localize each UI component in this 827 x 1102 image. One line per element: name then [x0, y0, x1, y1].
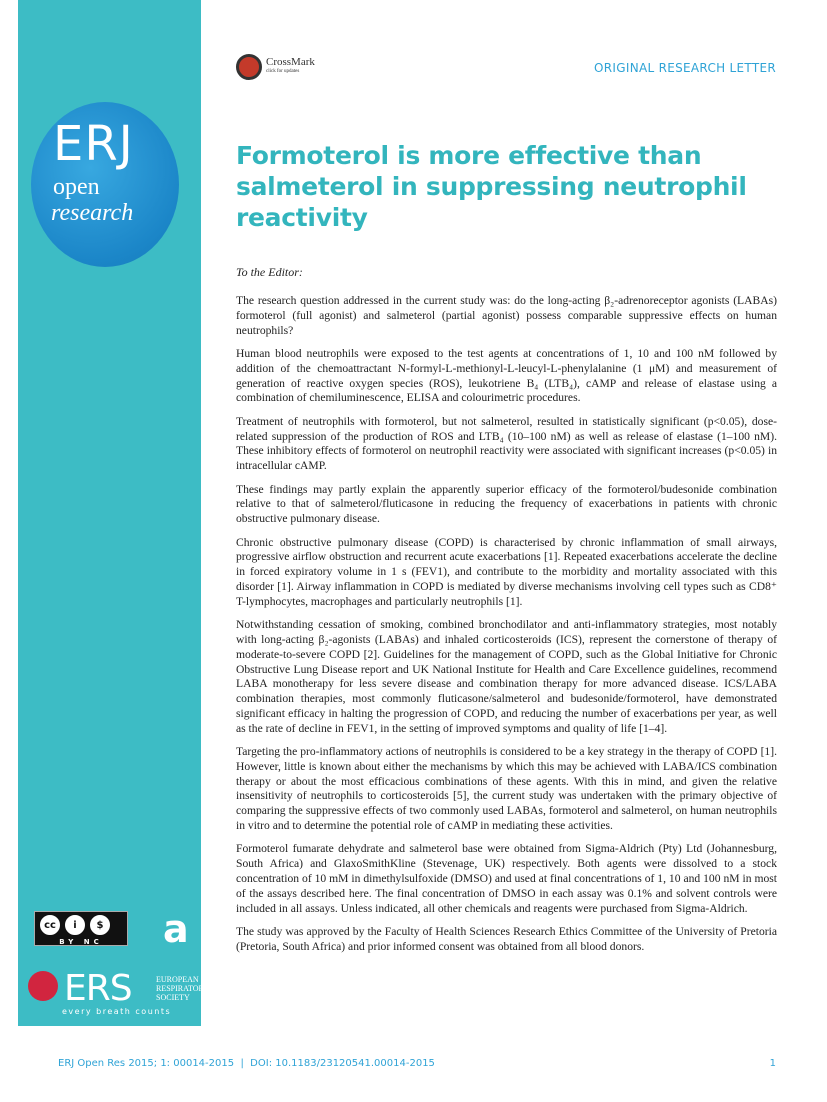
- by-attribution-icon: i: [64, 914, 86, 936]
- journal-sidebar: [18, 0, 210, 1026]
- license-by-label: BY: [59, 938, 78, 946]
- paragraph: Chronic obstructive pulmonary disease (COPD) is characterised by chronic inflammation of small airways, progressive airflow obstruction and recurrent acute exacerbations [1]. Repeated exacerbations accelerate the decline in forced expiratory volume in 1 s (FEV1), and contribute to the morbidity and mortality associated with this disorder [1]. Airway inflammation in COPD is mediated by diverse mechanisms involving cell types such as CD8⁺ T-lymphocytes, macrophages and particularly neutrophils [1].: [236, 535, 777, 608]
- ers-fullname: [156, 975, 209, 1002]
- ers-logo: ERS: [64, 968, 132, 1009]
- article-body: [236, 294, 777, 963]
- article-title: Formoterol is more effective than salmeterol in suppressing neutrophil reactivity: [236, 141, 747, 232]
- paragraph: These findings may partly explain the apparently superior efficacy of the formoterol/budesonide combination relative to that of salmeterol/fluticasone in reducing the frequency of exacerbations in patients with chronic obstructive pulmonary disease.: [236, 482, 777, 526]
- page-number: 1: [769, 1058, 776, 1069]
- paragraph: The research question addressed in the current study was: do the long-acting β₂-adrenoreceptor agonists (LABAs) formoterol (full agonist) and salmeterol (partial agonist) possess comparable suppressive effects on human neutrophils?: [236, 294, 777, 337]
- crossmark-icon: [236, 54, 262, 80]
- erj-open-research-logo: [31, 102, 179, 267]
- cc-icon: cc: [39, 914, 61, 936]
- non-commercial-icon: $: [89, 914, 111, 936]
- license-nc-label: NC: [83, 938, 103, 946]
- logo-open-text: open: [53, 174, 100, 200]
- open-access-icon: a: [163, 907, 189, 951]
- paragraph: The study was approved by the Faculty of Health Sciences Research Ethics Committee of the University of Pretoria (Pretoria, South Africa) and prior informed consent was obtained from all blood donors.: [236, 925, 777, 953]
- ers-fullname-line: RESPIRATORY: [156, 984, 210, 993]
- ers-fullname-line: EUROPEAN: [156, 975, 199, 984]
- ers-lungs-icon: [28, 971, 58, 1001]
- creative-commons-license-badge[interactable]: [34, 911, 128, 946]
- paragraph: Targeting the pro-inflammatory actions of neutrophils is considered to be a key strategy in the therapy of COPD [1]. However, little is known about either the mechanisms by which this may be achieved with LABA/ICS combination therapy or about the most efficacious combinations of these agents. With this in mind, and given the relative insensitivity of neutrophils to corticosteroids [5], the current study was undertaken with the primary objective of comparing the suppressive effects of two commonly used LABAs, formoterol and salmeterol, on human neutrophils in vitro and to determine the potential role of cAMP in mediating these activities.: [236, 745, 777, 833]
- paragraph: Formoterol fumarate dehydrate and salmeterol base were obtained from Sigma-Aldrich (Pty) Ltd (Johannesburg, South Africa) and GlaxoSmithKline (Stevenage, UK) respectively. Both agents were dissolved to a stock concentration of 10 mM in dimethylsulfoxide (DMSO) and used at final concentrations of 1, 10 and 100 nM in most of the assays described here. The final concentration of DMSO in each assay was 0.1% and solvent controls were included in all assays. Unless indicated, all other chemicals and reagents were purchased from Sigma-Aldrich.: [236, 842, 777, 915]
- article-type-label: ORIGINAL RESEARCH LETTER: [594, 61, 776, 75]
- citation-footer[interactable]: ERJ Open Res 2015; 1: 00014-2015 | DOI: 10.1183/23120541.00014-2015: [58, 1058, 435, 1069]
- crossmark-sub: click for updates: [266, 69, 300, 74]
- paragraph: Notwithstanding cessation of smoking, combined bronchodilator and anti-inflammatory strategies, most notably with long-acting β₂-agonists (LABAs) and inhaled corticosteroids (ICS), represent the cornerstone of therapy of moderate-to-severe COPD [2]. Guidelines for the management of COPD, such as the Global Initiative for Chronic Obstructive Lung Disease report and UK National Institute for Health and Care Excellence guidelines, recommend LABA monotherapy for less severe disease and combination therapy for more advanced disease. ICS/LABA combination therapies, most commonly fluticasone/salmeterol and budesonide/formoterol, have demonstrated significant efficacy in halting the progression of COPD, and reducing the number of exacerbations per year, as well as the rate of decline in FEV1, in the setting of improved symptoms and quality of life [1–4].: [236, 618, 777, 735]
- ers-tagline: every breath counts: [62, 1007, 172, 1016]
- ers-fullname-line: SOCIETY: [156, 993, 190, 1002]
- logo-erj-text: ERJ: [53, 116, 134, 172]
- crossmark-label: CrossMark: [266, 56, 315, 68]
- crossmark-button[interactable]: [236, 54, 315, 80]
- paragraph: Human blood neutrophils were exposed to the test agents at concentrations of 1, 10 and 100 nM followed by addition of the chemoattractant N-formyl-L-methionyl-L-leucyl-L-phenylalanine (1 μM) and measurement of generation of reactive oxygen species (ROS), leukotriene B₄ (LTB₄), cAMP and release of elastase using a combination of chemiluminescence, ELISA and colourimetric procedures.: [236, 346, 777, 405]
- paragraph: Treatment of neutrophils with formoterol, but not salmeterol, resulted in statistically significant (p<0.05), dose-related suppression of the production of ROS and LTB₄ (10–100 nM) as well as release of elastase (1–100 nM). These inhibitory effects of formoterol on neutrophil reactivity were associated with significant increases (p<0.05) in intracellular cAMP.: [236, 414, 777, 473]
- salutation: To the Editor:: [236, 265, 303, 279]
- logo-research-text: research: [51, 200, 134, 226]
